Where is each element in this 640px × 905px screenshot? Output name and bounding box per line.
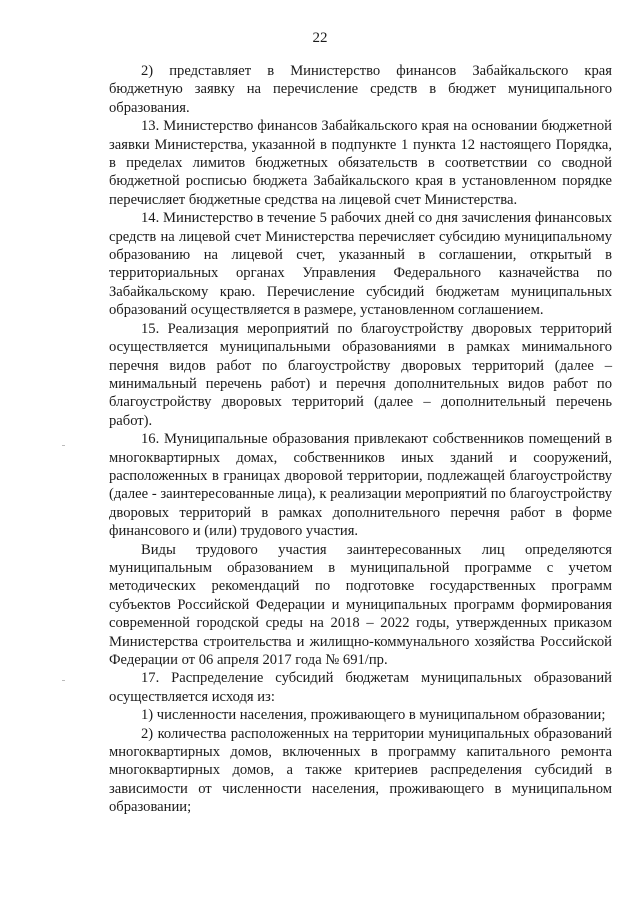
paragraph-item-2: 2) представляет в Министерство финансов Забайкальского края бюджетную заявку на перечисление средств в бюджет муниципального образования. — [109, 63, 612, 116]
paragraph-13: 13. Министерство финансов Забайкальского края на основании бюджетной заявки Министерства, указанной в подпункте 1 пункта 12 настоящего Порядка, в пределах лимитов бюджетных обязательств в соответствии со сводной бюджетной росписью бюджета Забайкальского края в установленном порядке перечисляет бюджетные средства на лицевой счет Министерства. — [109, 118, 612, 208]
paragraph-17-item-1: 1) численности населения, проживающего в муниципальном образовании; — [141, 707, 606, 724]
paragraph-17-item-2: 2) количества расположенных на территории муниципальных образований многоквартирных домов, включенных в программу капитального ремонта многоквартирных домов, а также критериев распределения субсидий в зависимости от численности населения, проживающего в муниципальном образовании; — [109, 725, 612, 816]
page-number: 22 — [312, 30, 328, 46]
margin-mark — [62, 445, 65, 446]
margin-mark — [62, 680, 65, 681]
paragraph-16: 16. Муниципальные образования привлекают собственников помещений в многоквартирных домах, собственников иных зданий и сооружений, расположенных в границах дворовой территории, подлежащей благоустройству (далее - заинтересованные лица), к реализации мероприятий по благоустройству дворовых территорий в рамках дополнительного перечня работ в форме финансового и (или) трудового участия. — [109, 431, 612, 540]
document-body — [109, 62, 612, 817]
paragraph-14: 14. Министерство в течение 5 рабочих дней со дня зачисления финансовых средств на лицевой счет Министерства перечисляет субсидию муниципальному образованию на лицевой счет, указанный в соглашении, открытый в территориальных органах Управления Федерального казначейства по Забайкальскому краю. Перечисление субсидий бюджетам муниципальных образований осуществляется в размере, установленном соглашением. — [109, 210, 612, 319]
paragraph-17: 17. Распределение субсидий бюджетам муниципальных образований осуществляется исходя из: — [109, 670, 612, 705]
paragraph-15: 15. Реализация мероприятий по благоустройству дворовых территорий осуществляется муниципальными образованиями в рамках минимального перечня видов работ по благоустройству дворовых территорий (далее – минимальный перечень работ) и перечня дополнительных видов работ по благоустройству дворовых территорий (далее – дополнительный перечень работ). — [109, 320, 612, 429]
paragraph-labor-participation: Виды трудового участия заинтересованных лиц определяются муниципальным образованием в муниципальной программе с учетом методических рекомендаций по подготовке государственных программ субъектов Российской Федерации и муниципальных программ формирования современной городской среды на 2018 – 2022 годы, утвержденных приказом Министерства строительства и жилищно-коммунального хозяйства Российской Федерации от 06 апреля 2017 года № 691/пр. — [109, 541, 612, 668]
